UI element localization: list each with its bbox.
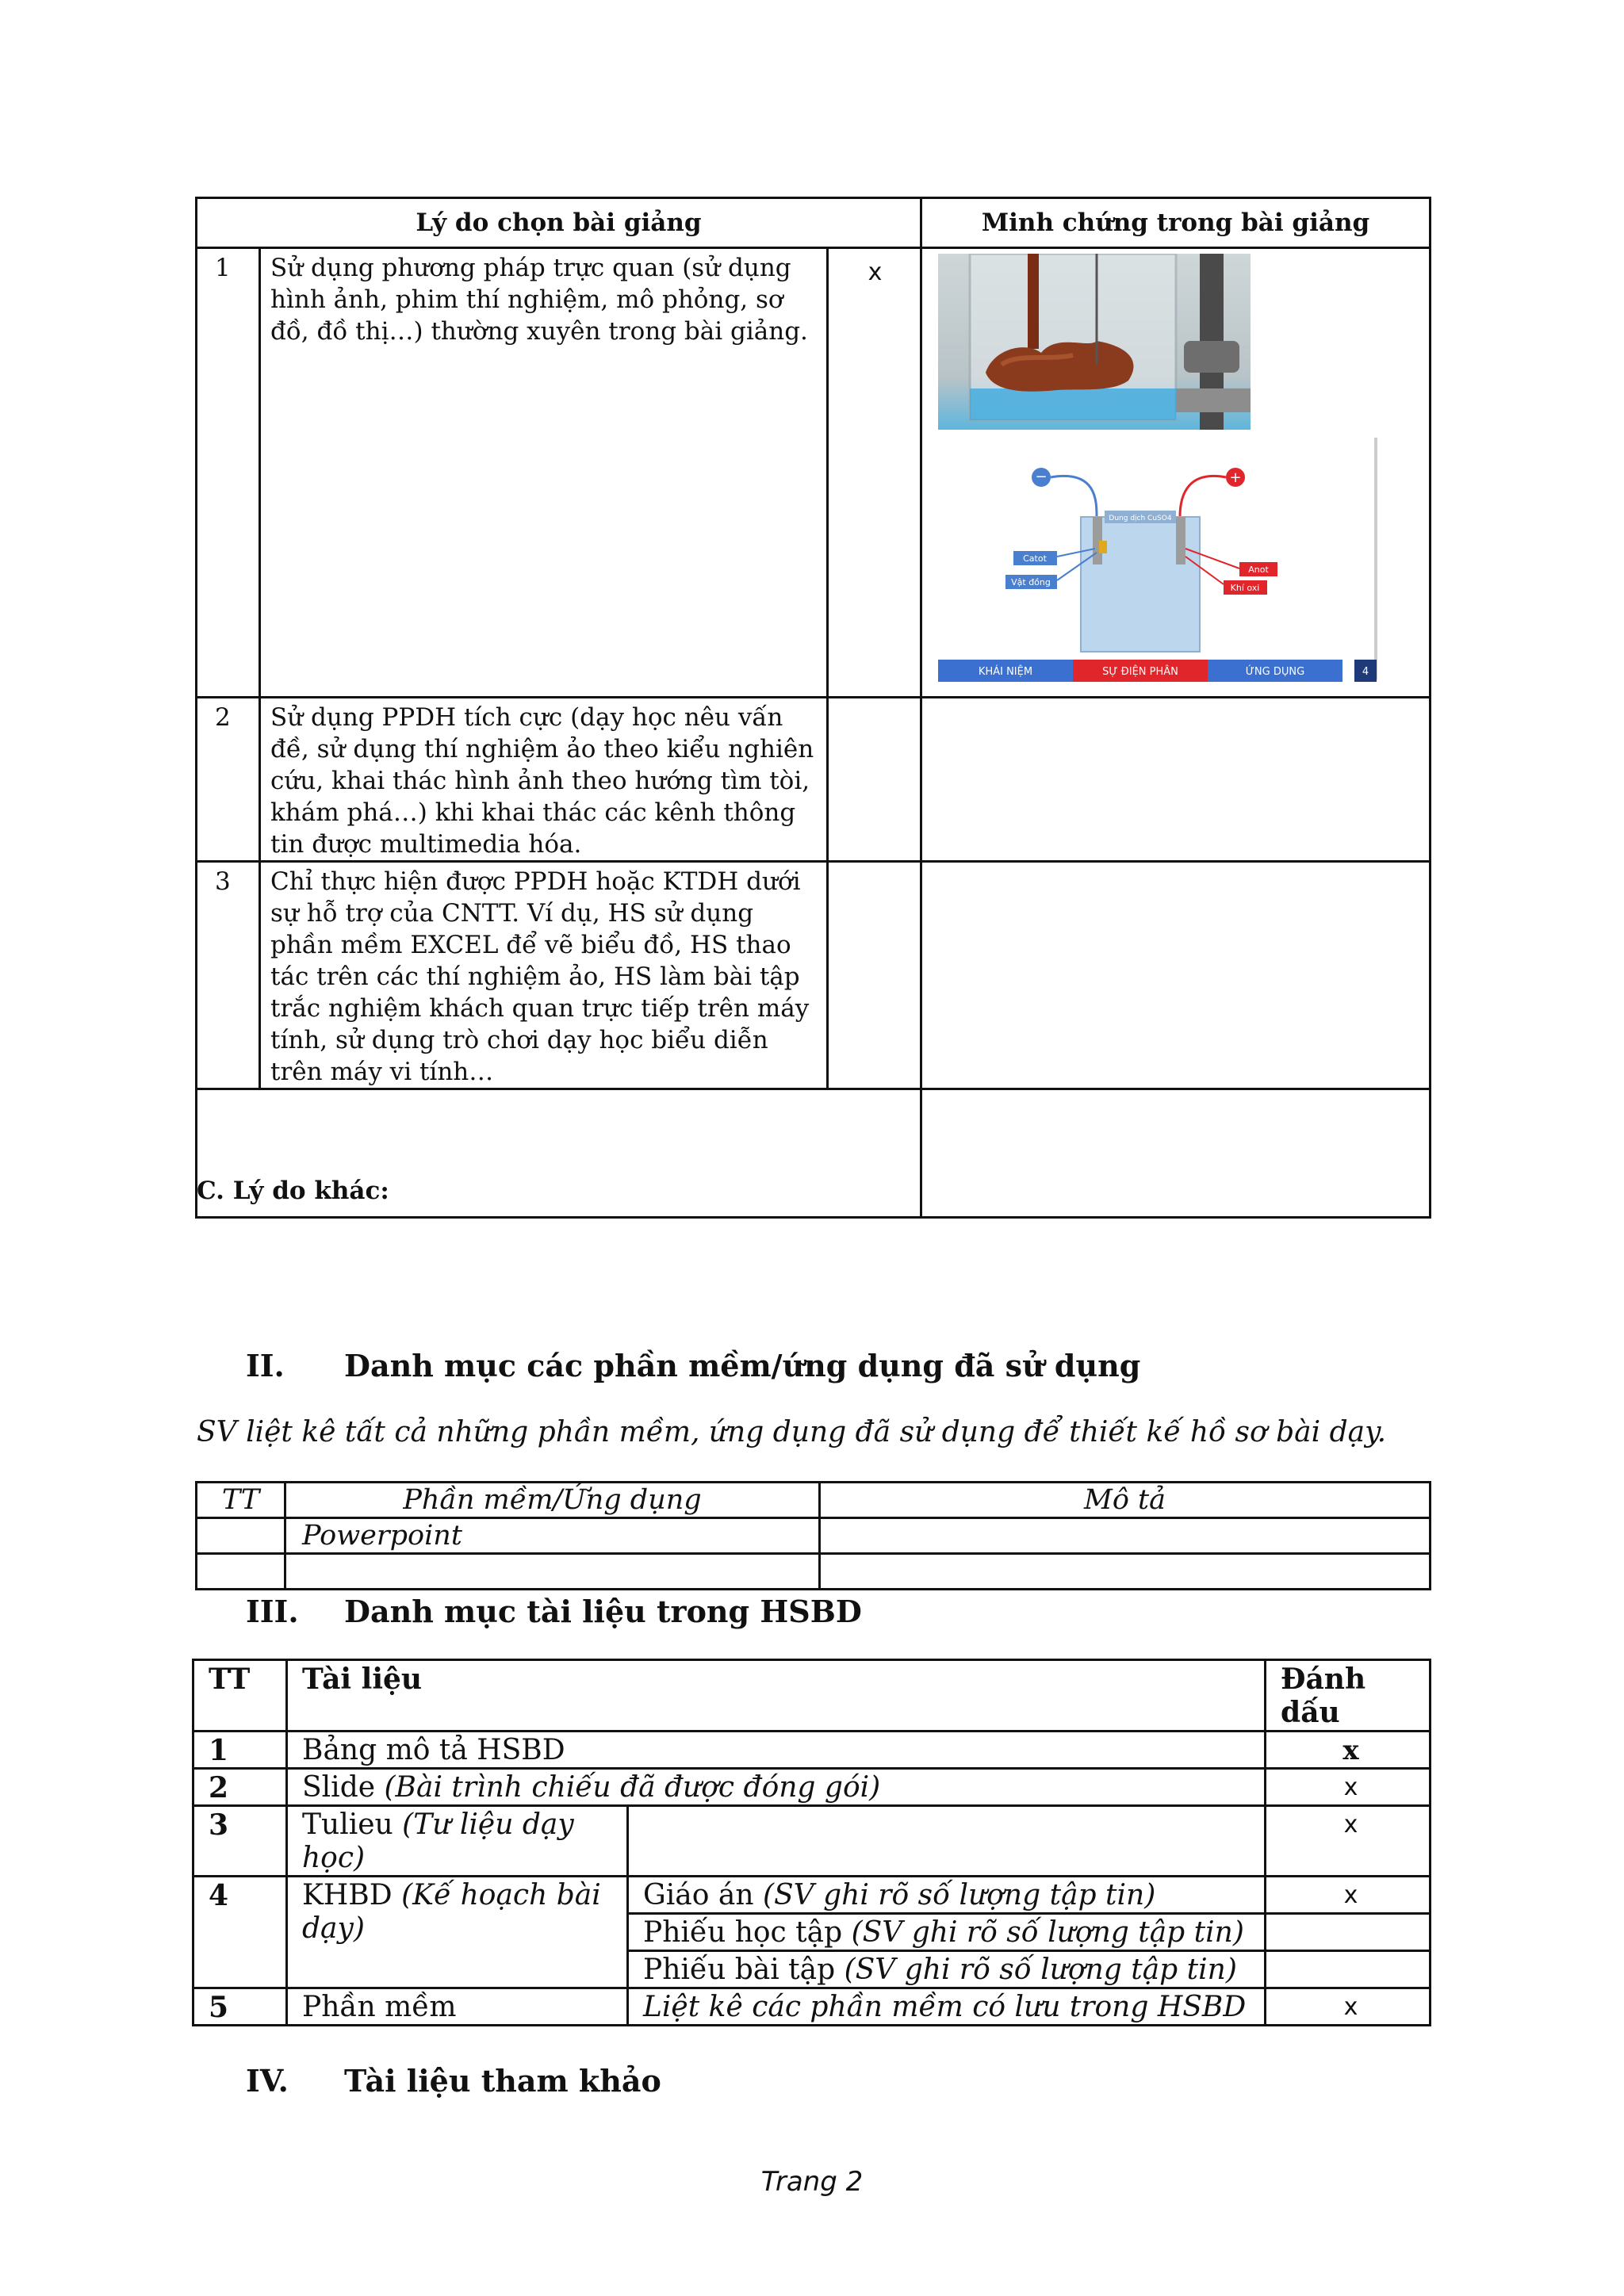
doc-number: 2 — [193, 1769, 287, 1806]
section-2-number: II. — [246, 1348, 285, 1383]
software-tt — [197, 1554, 285, 1590]
reason-mark — [828, 862, 921, 1089]
section-2-title: Danh mục các phần mềm/ứng dụng đã sử dụng — [344, 1348, 1141, 1383]
documents-header-mark: Đánh dấu — [1266, 1660, 1431, 1732]
reasons-header-reason: Lý do chọn bài giảng — [197, 198, 921, 248]
doc-number: 5 — [193, 1988, 287, 2026]
reasons-header-row — [197, 198, 1431, 248]
reason-number: 2 — [197, 698, 260, 862]
evidence-cell — [921, 698, 1431, 862]
slide-tab-su-dien-phan: SỰ ĐIỆN PHÂN — [1102, 666, 1178, 678]
doc-sub-item: Giáo án (SV ghi rõ số lượng tập tin) — [628, 1877, 1266, 1914]
software-desc — [820, 1518, 1431, 1554]
doc-number: 3 — [193, 1806, 287, 1877]
plus-sign: + — [1229, 469, 1242, 486]
documents-row — [193, 1988, 1431, 2026]
evidence-cell — [921, 248, 1431, 698]
section-3-number: III. — [246, 1594, 299, 1629]
documents-table — [192, 1659, 1431, 2026]
doc-mark — [1266, 1951, 1431, 1988]
reason-text: Chỉ thực hiện được PPDH hoặc KTDH dưới sự hỗ trợ của CNTT. Ví dụ, HS sử dụng phần mềm EXCEL để vẽ biểu đồ, HS thao tác trên các thí nghiệm ảo, HS làm bài tập trắc nghiệm khách quan trực tiếp trên máy tính, sử dụng trò chơi dạy học biểu diễn trên máy vi tính… — [260, 862, 828, 1089]
documents-row — [193, 1732, 1431, 1769]
software-header-name: Phần mềm/Ứng dụng — [285, 1483, 820, 1518]
software-table — [195, 1481, 1431, 1590]
software-header-row — [197, 1483, 1431, 1518]
documents-row — [193, 1769, 1431, 1806]
doc-mark: x — [1266, 1769, 1431, 1806]
reason-text: Sử dụng PPDH tích cực (dạy học nêu vấn đề, sử dụng thí nghiệm ảo theo kiểu nghiên cứu, khai thác hình ảnh theo hướng tìm tòi, khám phá…) khi khai thác các kênh thông tin được multimedia hóa. — [260, 698, 828, 862]
doc-name: KHBD (Kế hoạch bài dạy) — [287, 1877, 628, 1988]
section-2-note: SV liệt kê tất cả những phần mềm, ứng dụng đã sử dụng để thiết kế hồ sơ bài dạy. — [197, 1416, 1387, 1448]
section-c-heading: C. Lý do khác: — [197, 1177, 389, 1205]
slide-page-number: 4 — [1362, 666, 1369, 678]
label-anot: Anot — [1248, 564, 1269, 575]
electrolysis-slide — [938, 438, 1382, 691]
minus-sign: − — [1035, 469, 1048, 485]
doc-name: Phần mềm — [287, 1988, 628, 2026]
software-name: Powerpoint — [285, 1518, 820, 1554]
software-header-desc: Mô tả — [820, 1483, 1431, 1518]
reason-mark — [828, 698, 921, 862]
reasons-header-evidence: Minh chứng trong bài giảng — [921, 198, 1431, 248]
software-row — [197, 1518, 1431, 1554]
section-3-title: Danh mục tài liệu trong HSBD — [344, 1594, 862, 1629]
reasons-row — [197, 248, 1431, 698]
reason-number: 3 — [197, 862, 260, 1089]
slide-top-bar: Dung dịch CuSO4 — [1109, 515, 1172, 522]
reasons-table — [195, 197, 1431, 1219]
doc-sub-item: Phiếu học tập (SV ghi rõ số lượng tập tin) — [628, 1914, 1266, 1951]
doc-mark: x — [1266, 1988, 1431, 2026]
doc-sub-item: Liệt kê các phần mềm có lưu trong HSBD — [628, 1988, 1266, 2026]
software-tt — [197, 1518, 285, 1554]
page-number: Trang 2 — [760, 2166, 864, 2198]
reason-mark: x — [828, 248, 921, 698]
doc-mark: x — [1266, 1732, 1431, 1769]
label-vat-dong: Vật đồng — [1011, 577, 1051, 587]
reason-text: Sử dụng phương pháp trực quan (sử dụng hình ảnh, phim thí nghiệm, mô phỏng, sơ đồ, đồ thị…) thường xuyên trong bài giảng. — [260, 248, 828, 698]
label-khi-oxi: Khí oxi — [1230, 583, 1260, 593]
doc-name: Tulieu (Tư liệu dạy học) — [287, 1806, 628, 1877]
reasons-row — [197, 862, 1431, 1089]
doc-name: Slide (Bài trình chiếu đã được đóng gói) — [287, 1769, 1266, 1806]
label-catot: Catot — [1023, 553, 1047, 564]
documents-header-tt: TT — [193, 1660, 287, 1732]
evidence-cell — [921, 862, 1431, 1089]
software-header-tt: TT — [197, 1483, 285, 1518]
software-row — [197, 1554, 1431, 1590]
doc-name: Bảng mô tả HSBD — [287, 1732, 1266, 1769]
doc-mark: x — [1266, 1877, 1431, 1914]
documents-row — [193, 1877, 1431, 1914]
reasons-row — [197, 698, 1431, 862]
reason-number: 1 — [197, 248, 260, 698]
doc-mark: x — [1266, 1806, 1431, 1877]
software-name — [285, 1554, 820, 1590]
doc-number: 1 — [193, 1732, 287, 1769]
software-desc — [820, 1554, 1431, 1590]
documents-row — [193, 1806, 1431, 1877]
doc-sub-item: Phiếu bài tập (SV ghi rõ số lượng tập tin) — [628, 1951, 1266, 1988]
section-4-number: IV. — [246, 2063, 289, 2099]
doc-number: 4 — [193, 1877, 287, 1988]
doc-mark — [1266, 1914, 1431, 1951]
slide-tab-ung-dung: ỨNG DỤNG — [1245, 666, 1305, 678]
documents-header-doc: Tài liệu — [287, 1660, 1266, 1732]
electrolysis-photo — [938, 254, 1251, 430]
slide-tab-khai-niem: KHÁI NIỆM — [978, 666, 1033, 678]
documents-header-row — [193, 1660, 1431, 1732]
section-4-title: Tài liệu tham khảo — [344, 2063, 661, 2099]
